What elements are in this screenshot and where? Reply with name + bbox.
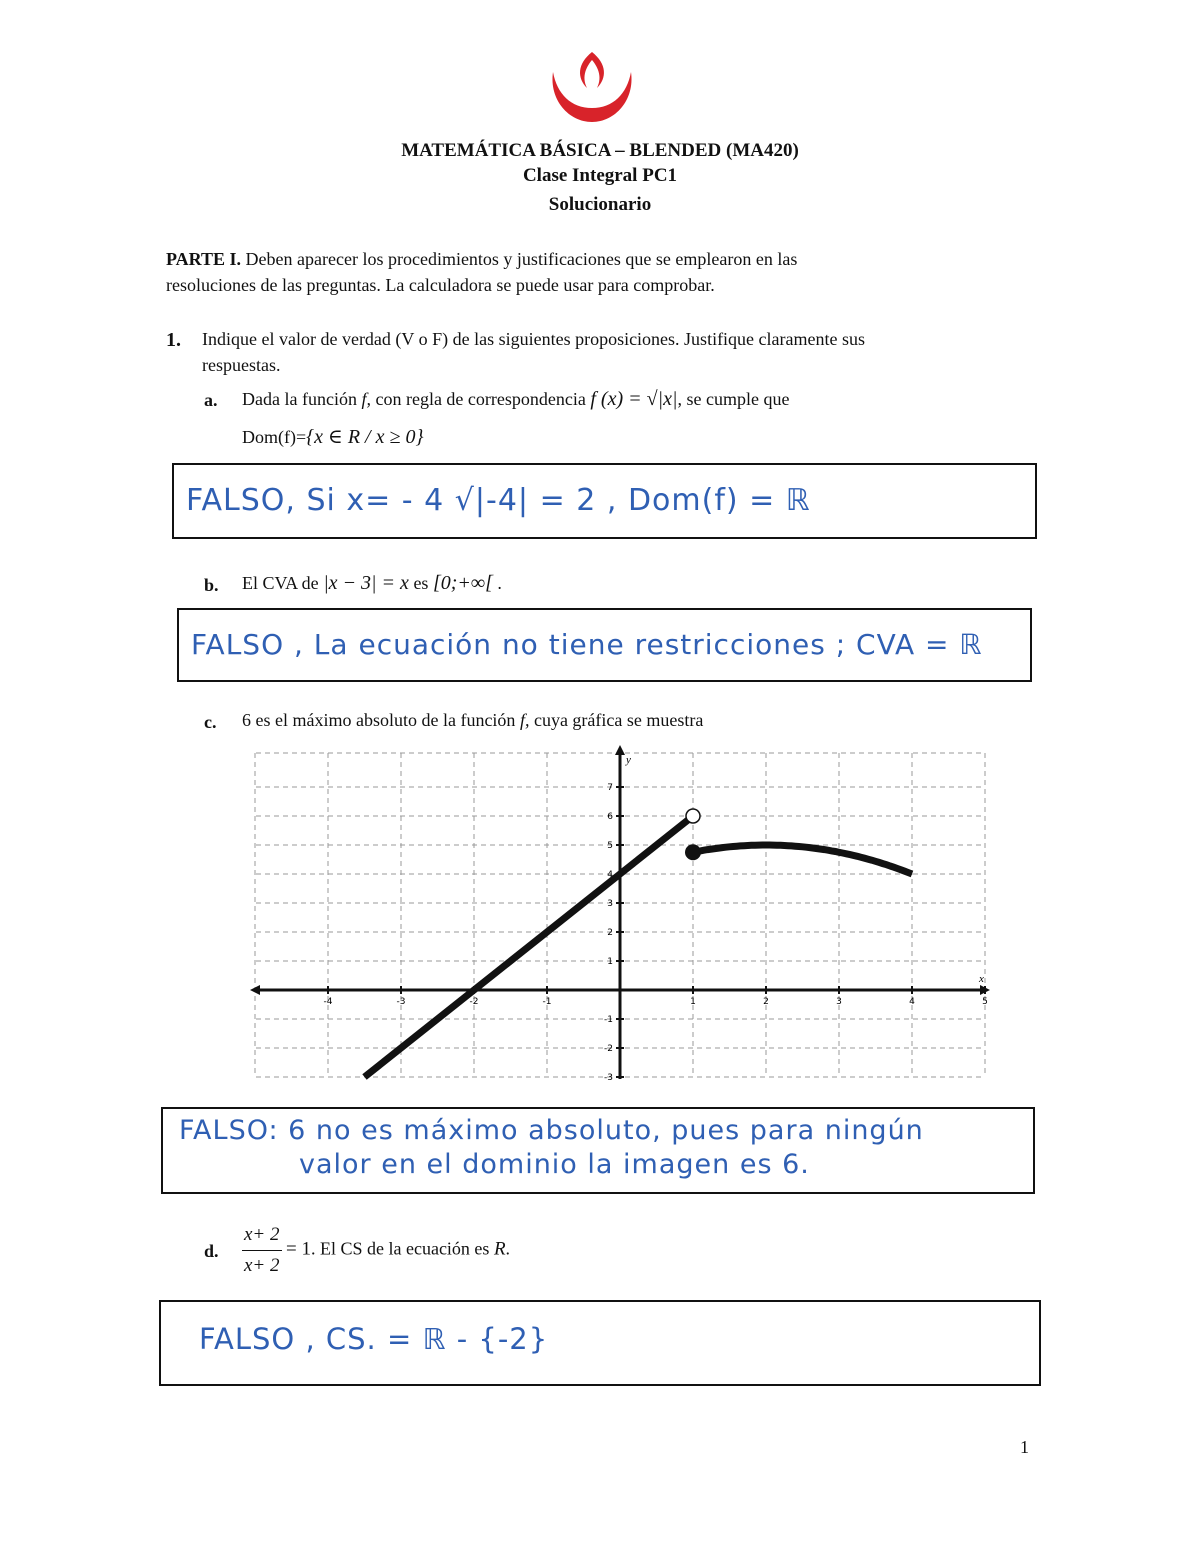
item-c-text-main: 6 es el máximo absoluto de la función [242,710,520,730]
item-d-answer-box [159,1300,1041,1386]
logo-arc [552,72,631,122]
item-b-text [242,570,502,596]
graph-series [365,809,913,1077]
item-a-formula: f (x) = √|x| [590,388,678,410]
course-title: MATEMÁTICA BÁSICA – BLENDED (MA420) [401,140,799,161]
y-axis-arrow [615,745,625,755]
graph-axes [250,745,990,1083]
y-tick-label: -2 [604,1044,613,1054]
series-line-segment [365,816,694,1077]
item-b-answer: FALSO , La ecuación no tiene restricciones ; CVA = ℝ [191,628,983,661]
x-axis-label: x [979,973,984,985]
page-number: 1 [1020,1437,1029,1457]
document-subtitle: Clase Integral PC1 [522,165,678,186]
y-tick-label: 1 [607,957,613,967]
question1-text-line1: Indique el valor de verdad (V o F) de las siguientes proposiciones. Justifique claramente sus [202,329,866,349]
document-type: Solucionario [548,194,652,215]
item-d-label: d. [204,1241,219,1261]
item-b-answer-box [177,608,1032,682]
x-tick-label: -1 [542,997,552,1007]
part1-instructions-line1: Deben aparecer los procedimientos y justificaciones que se emplearon en las [245,249,798,269]
item-d-answer: FALSO , CS. = ℝ - {-2} [199,1322,549,1356]
y-tick-label: 4 [607,870,613,880]
item-c-answer-line2: valor en el dominio la imagen es 6. [299,1149,810,1180]
x-tick-label: -4 [323,997,333,1007]
y-tick-label: 6 [607,812,613,822]
item-a-text-mid: con regla de correspondencia [370,389,591,409]
open-endpoint [686,809,700,823]
x-tick-label: -3 [396,997,406,1007]
item-b-text-before: El CVA de [242,573,324,593]
x-tick-label: 5 [982,997,988,1007]
item-c-text-after: cuya gráfica se muestra [529,710,704,730]
question1-text [202,326,1034,378]
x-tick-label: 4 [909,997,915,1007]
item-a-domain [242,424,423,450]
item-d-text [242,1222,510,1279]
item-a-answer-box [172,463,1037,539]
item-c-answer-line1: FALSO: 6 no es máximo absoluto, pues para ningún [179,1115,924,1146]
item-c-answer-box [161,1107,1035,1194]
y-tick-label: -1 [604,1015,613,1025]
item-b-equation: |x − 3| = x [323,572,409,594]
item-c-fname: f, [519,710,530,730]
item-b-interval: [0;+∞[ [432,572,493,594]
y-tick-label: 3 [607,899,613,909]
item-a-text-before: Dada la función [242,389,362,409]
function-graph [240,745,1000,1085]
item-b-text-after: . [492,573,502,593]
item-d-equals: = 1 [286,1238,311,1260]
logo-flame [580,52,604,88]
part1-instructions [166,246,1046,298]
item-a-text [242,386,789,412]
item-d-numerator: x+ 2 [242,1222,282,1251]
item-b-text-mid: es [408,573,433,593]
item-b-label: b. [204,575,219,595]
item-a-domain-label: Dom(f)= [242,427,307,447]
item-a-domain-set: {x ∈ R / x ≥ 0} [306,426,424,448]
question1-text-line2: respuestas. [202,355,281,375]
x-tick-label: 3 [836,997,842,1007]
item-a-answer: FALSO, Si x= - 4 √|-4| = 2 , Dom(f) = ℝ [186,483,811,518]
question1-number: 1. [166,329,181,351]
item-d-text-main: . El CS de la ecuación es [310,1238,494,1259]
item-d-denominator: x+ 2 [244,1255,280,1276]
x-tick-label: 1 [690,997,696,1007]
y-tick-label: 2 [607,928,613,938]
x-tick-label: 2 [763,997,769,1007]
x-axis-arrow-left [250,985,260,995]
item-a-text-after: , se cumple que [677,389,790,409]
university-logo [547,50,637,125]
closed-endpoint [685,844,701,860]
item-a-label: a. [204,390,218,410]
item-a-fname: f, [361,389,371,409]
item-c-label: c. [204,712,217,732]
y-tick-label: 7 [607,783,613,793]
y-axis-label: y [626,754,631,766]
series-parabola [693,845,912,874]
item-d-fraction [242,1222,282,1279]
x-tick-label: -2 [469,997,479,1007]
item-d-set: R [493,1238,506,1260]
part1-label: PARTE I. [166,249,242,269]
y-tick-label: -3 [604,1073,613,1083]
y-tick-label: 5 [607,841,613,851]
item-d-text-after: . [505,1238,511,1259]
item-c-text [242,707,703,733]
part1-instructions-line2: resoluciones de las preguntas. La calculadora se puede usar para comprobar. [166,275,715,295]
